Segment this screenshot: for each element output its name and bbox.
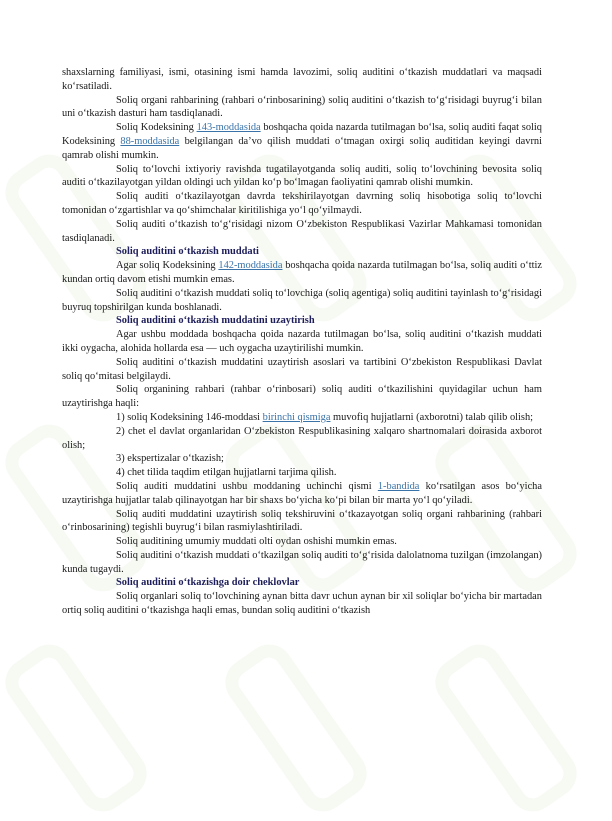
text-run: boshqacha qoida nazarda tutilmagan bo‘lsa, soliq auditi o‘ttiz kundan ortiq davom etishi mumkin emas. — [62, 260, 542, 285]
paragraph — [62, 425, 542, 453]
text-run: Soliq auditi muddatini ushbu moddaning uchinchi qismi — [116, 480, 378, 492]
text-run: boshqacha qoida nazarda tutilmagan bo‘lsa, soliq auditi faqat soliq Kodeksining — [62, 122, 542, 147]
text-run: Soliq to‘lovchi ixtiyoriy ravishda tugatilayotganda soliq auditi, soliq to‘lovchining bevosita soliq auditi o‘tkazilayotgan yildan oldingi uch yildan ko‘p bo‘lmagan faoliyatini qamrab olishi mumkin. — [62, 163, 542, 189]
paragraph — [62, 590, 542, 618]
section-heading — [62, 576, 542, 590]
paragraph — [62, 287, 542, 315]
article-link[interactable]: birinchi qismiga — [262, 411, 331, 423]
text-run: 4) chet tilida taqdim etilgan hujjatlarni tarjima qilish. — [116, 467, 337, 479]
section-heading — [62, 245, 542, 259]
text-run: Soliq Kodeksining — [116, 122, 197, 134]
text-run: Soliq auditini o‘tkazish muddati — [116, 246, 259, 258]
text-run: belgilangan da’vo qilish muddati o‘tmagan oxirgi soliq auditidan keyingi davrni qamrab olishi mumkin. — [62, 135, 542, 161]
paragraph — [62, 259, 542, 287]
paragraph — [62, 66, 542, 94]
text-run: Soliq auditi muddatini uzaytirish soliq tekshiruvini o‘tkazayotgan soliq organi rahbarining (rahbari o‘rinbosarining) tegishli buyrug‘i bilan rasmiylashtiriladi. — [62, 508, 542, 534]
paragraph — [62, 411, 542, 425]
text-run: 2) chet el davlat organlaridan O‘zbekiston Respublikasining xalqaro shartnomalari doirasida axborot olish; — [62, 425, 542, 451]
paragraph — [62, 218, 542, 246]
text-run: Soliq auditini o‘tkazish muddatini uzaytirish — [116, 315, 315, 327]
text-run: ko‘rsatilgan asos bo‘yicha uzaytirishga hujjatlar talab qilinayotgan har bir shaxs bo‘yicha ko‘pi bilan bir marta yo‘l qo‘yiladi. — [62, 480, 542, 506]
paragraph — [62, 466, 542, 480]
section-heading — [62, 314, 542, 328]
text-run: Soliq organining rahbari (rahbar o‘rinbosari) soliq auditi o‘tkazilishini quyidagilar uchun ham uzaytirishga haqli: — [62, 384, 542, 410]
paragraph — [62, 163, 542, 191]
text-run: 3) ekspertizalar o‘tkazish; — [116, 453, 224, 465]
article-link[interactable]: 1-bandida — [377, 480, 420, 492]
text-run: Soliq organi rahbarining (rahbari o‘rinbosarining) soliq auditini o‘tkazish to‘g‘risidagi buyrug‘i bilan uni o‘tkazish dasturi ham tasdiqlanadi. — [62, 94, 542, 120]
paragraph — [62, 94, 542, 122]
text-run: Soliq auditini o‘tkazish muddatini uzaytirish asoslari va tartibini O‘zbekiston Respublikasi Davlat soliq qo‘mitasi belgilaydi. — [62, 356, 542, 382]
text-run: Agar soliq Kodeksining — [116, 260, 219, 272]
article-link[interactable]: 143-moddasida — [196, 122, 261, 134]
article-link[interactable]: 142-moddasida — [218, 260, 283, 272]
paragraph — [62, 452, 542, 466]
text-run: Soliq auditini o‘tkazishga doir cheklovlar — [116, 577, 300, 589]
text-run: muvofiq hujjatlarni (axborotni) talab qilib olish; — [330, 411, 534, 423]
text-run: Soliq auditining umumiy muddati olti oydan oshishi mumkin emas. — [116, 536, 397, 548]
text-run: Soliq auditini o‘tkazish muddati o‘tkazilgan soliq auditi to‘g‘risida dalolatnoma tuzilgan (imzolangan) kunda tugaydi. — [62, 549, 542, 575]
paragraph — [62, 356, 542, 384]
article-link[interactable]: 88-moddasida — [120, 135, 180, 147]
text-run: Agar ushbu moddada boshqacha qoida nazarda tutilmagan bo‘lsa, soliq auditini o‘tkazish muddati ikki oygacha, alohida hollarda esa — uch oygacha uzaytirilishi mumkin. — [62, 329, 542, 354]
paragraph — [62, 508, 542, 536]
text-run: shaxslarning familiyasi, ismi, otasining ismi hamda lavozimi, soliq auditini o‘tkazish muddatlari va maqsadi ko‘rsatiladi. — [62, 67, 542, 92]
text-run: 1) soliq Kodeksining 146-moddasi — [116, 411, 263, 423]
text-run: Soliq auditi o‘tkazilayotgan davrda tekshirilayotgan davrning soliq hisobotiga soliq to‘lovchi tomonidan o‘zgartishlar va qo‘shimchalar kiritilishiga yo‘l qo‘yilmaydi. — [62, 191, 542, 216]
text-run: Soliq auditi o‘tkazish to‘g‘risidagi nizom O‘zbekiston Respublikasi Vazirlar Mahkamasi tomonidan tasdiqlanadi. — [62, 218, 542, 244]
paragraph — [62, 535, 542, 549]
text-run: Soliq organlari soliq to‘lovchining aynan bitta davr uchun aynan bir xil soliqlar bo‘yicha bir martadan ortiq soliq auditini o‘tkazishga haqli emas, bundan soliq auditini o‘tkazish — [62, 591, 542, 617]
paragraph — [62, 121, 542, 162]
text-run: Soliq auditini o‘tkazish muddati soliq to‘lovchiga (soliq agentiga) soliq auditini tayinlash to‘g‘risidagi buyruq topshirilgan kunda boshlanadi. — [62, 287, 542, 313]
watermark-shape — [0, 635, 156, 820]
watermark-shape — [216, 635, 376, 820]
document-body — [62, 66, 542, 618]
paragraph — [62, 383, 542, 411]
paragraph — [62, 549, 542, 577]
paragraph — [62, 190, 542, 218]
paragraph — [62, 480, 542, 508]
watermark-shape — [426, 635, 586, 820]
paragraph — [62, 328, 542, 356]
